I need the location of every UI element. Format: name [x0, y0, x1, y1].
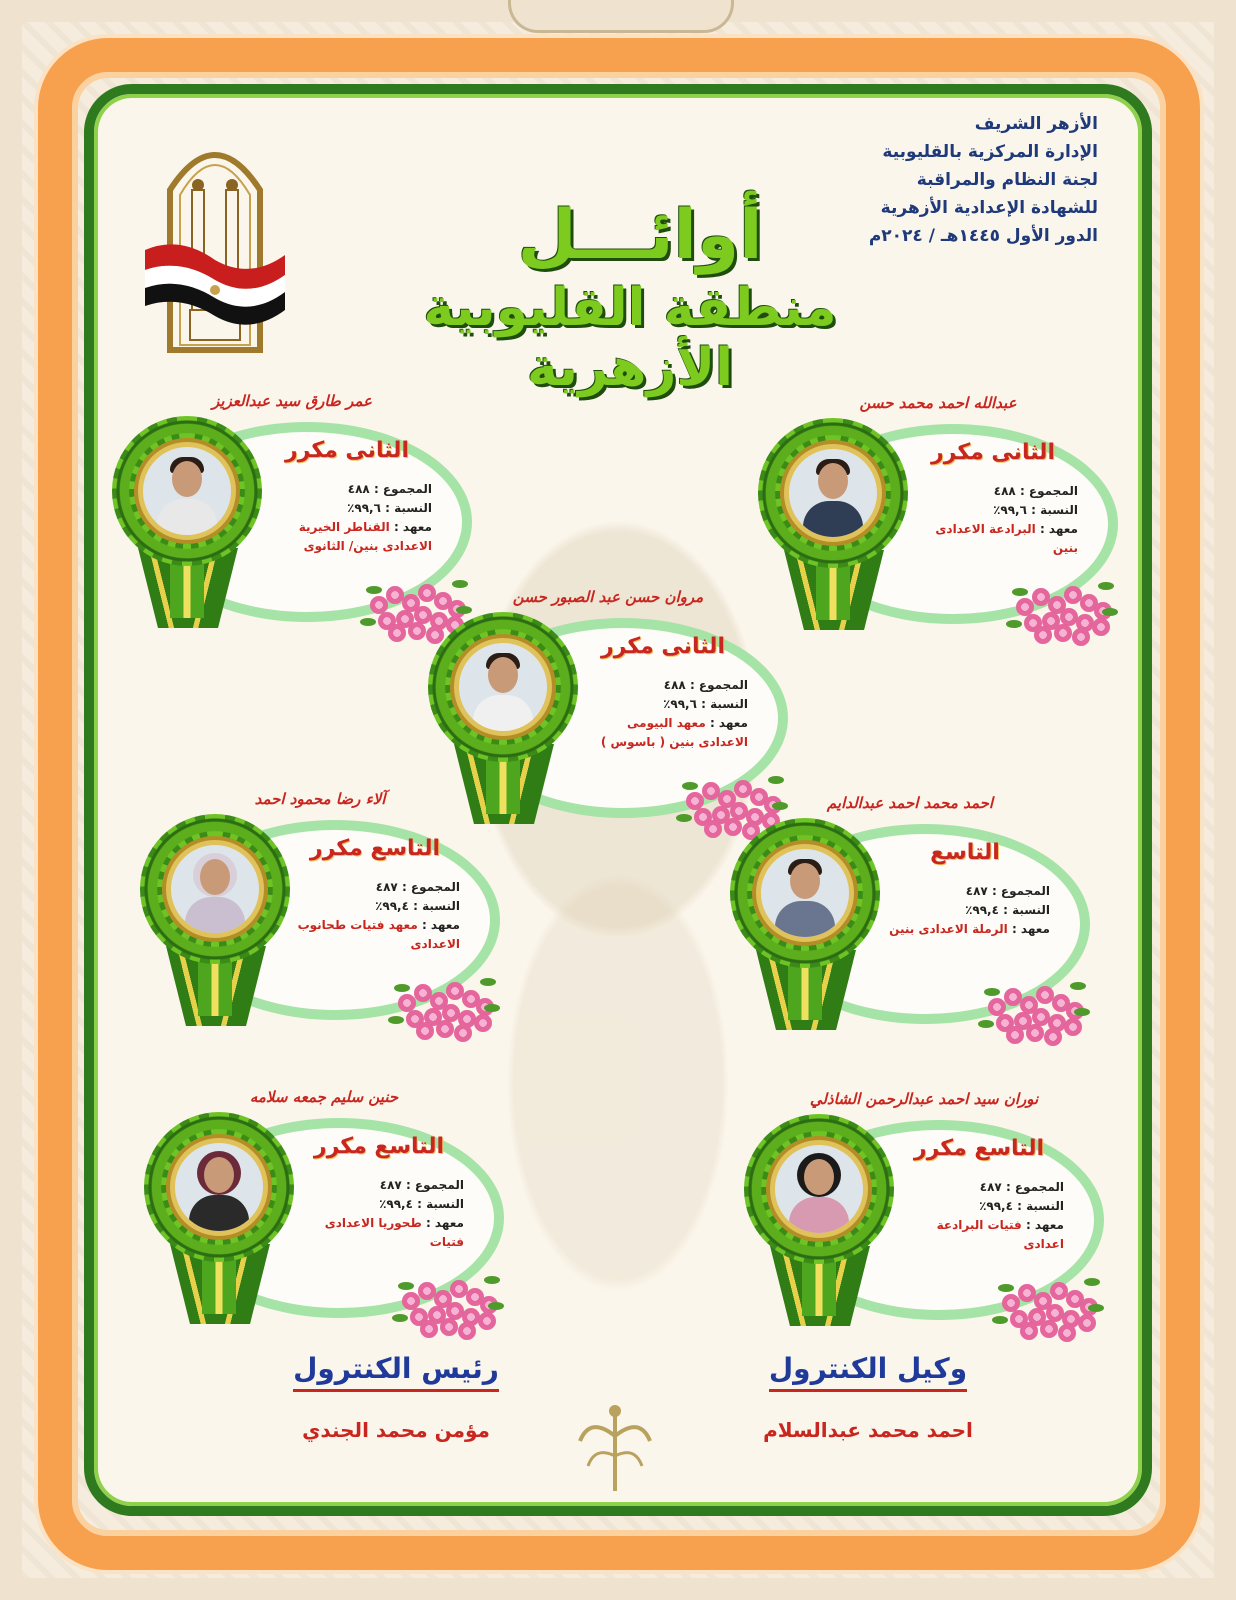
institute-value: معهد البيومى الاعدادى بنين ( باسوس ) [600, 716, 748, 749]
leaf [978, 1020, 994, 1028]
rose [1006, 1026, 1024, 1044]
leaf [676, 814, 692, 822]
total-label: المجموع : [1005, 1180, 1064, 1194]
total-label: المجموع : [401, 880, 460, 894]
percent-value: ٩٩,٦٪ [663, 697, 697, 711]
student-name: نوران سيد احمد عبدالرحمن الشاذلي [809, 1090, 1039, 1108]
header-line-azhar: الأزهر الشريف [974, 114, 1098, 134]
student-details [294, 1176, 464, 1252]
student-details [908, 482, 1078, 558]
signature-head [276, 1352, 516, 1442]
institute-label: معهد : [425, 1216, 464, 1230]
student-photo [789, 449, 877, 537]
rose [1020, 1322, 1038, 1340]
rose [436, 1020, 454, 1038]
student-name: حنين سليم جمعه سلامه [249, 1088, 399, 1106]
total-value: ٤٨٨ [347, 482, 370, 496]
head-name: مؤمن محمد الجندي [302, 1418, 490, 1442]
percent-value: ٩٩,٤٪ [979, 1199, 1013, 1213]
student-card [144, 1088, 504, 1334]
total-label: المجموع : [405, 1178, 464, 1192]
rose [1072, 628, 1090, 646]
rose [416, 1022, 434, 1040]
student-photo [459, 643, 547, 731]
total-value: ٤٨٧ [375, 880, 398, 894]
leaf [484, 1004, 500, 1012]
percent-label: النسبة : [701, 697, 748, 711]
rose [1092, 618, 1110, 636]
institute-label: معهد : [1039, 522, 1078, 536]
institute-label: معهد : [421, 918, 460, 932]
top-ornament [508, 0, 734, 33]
header-line-committee: لجنة النظام والمراقبة [916, 170, 1098, 190]
student-details [880, 882, 1050, 939]
rose [408, 622, 426, 640]
institute-value: القناطر الخيرية الاعدادى بنين/ الثانوى [298, 520, 432, 553]
percent-label: النسبة : [1003, 903, 1050, 917]
leaf [388, 1016, 404, 1024]
student-name: عمر طارق سيد عبدالعزيز [212, 392, 372, 410]
percent-value: ٩٩,٦٪ [347, 501, 381, 515]
institute-label: معهد : [709, 716, 748, 730]
institute-value: الرملة الاعدادى بنين [889, 922, 1008, 936]
student-photo [143, 447, 231, 535]
institute-label: معهد : [1011, 922, 1050, 936]
bottom-ornament [570, 1396, 660, 1496]
total-value: ٤٨٧ [965, 884, 988, 898]
leaf [1098, 582, 1114, 590]
institute-value: طحوريا الاعدادى فتيات [324, 1216, 464, 1249]
leaf [480, 978, 496, 986]
signature-deputy [748, 1352, 988, 1442]
rose [420, 1320, 438, 1338]
rose [1040, 1320, 1058, 1338]
al-azhar-logo [140, 130, 290, 370]
student-rank: التاسع مكرر [313, 1134, 445, 1159]
student-rank: الثانى مكرر [601, 634, 725, 659]
institute-value: البرادعة الاعدادى بنين [935, 522, 1078, 555]
leaf [998, 1284, 1014, 1292]
leaf [1070, 982, 1086, 990]
student-card [744, 1090, 1104, 1336]
student-rank: التاسع مكرر [913, 1136, 1045, 1161]
total-value: ٤٨٨ [663, 678, 686, 692]
leaf [1084, 1278, 1100, 1286]
percent-label: النسبة : [1031, 503, 1078, 517]
student-details [290, 878, 460, 954]
student-rank: التاسع مكرر [309, 836, 441, 861]
deputy-name: احمد محمد عبدالسلام [763, 1418, 973, 1442]
rose [1058, 1324, 1076, 1342]
header-block [798, 110, 1098, 250]
flowers-decoration [978, 968, 1088, 1038]
leaf [992, 1316, 1008, 1324]
institute-value: فتيات البرادعة اعدادى [936, 1218, 1064, 1251]
total-label: المجموع : [991, 884, 1050, 898]
leaf [392, 1314, 408, 1322]
rose [458, 1322, 476, 1340]
rose [1078, 1314, 1096, 1332]
student-rank: التاسع [930, 840, 1000, 865]
leaf [360, 618, 376, 626]
student-name: آلاء رضا محمود احمد [254, 790, 386, 808]
page-subtitle: منطقة القليوبية الأزهرية [423, 278, 837, 398]
student-card [730, 794, 1090, 1040]
leaf [366, 586, 382, 594]
student-details [578, 676, 748, 752]
leaf [1012, 588, 1028, 596]
percent-value: ٩٩,٤٪ [379, 1197, 413, 1211]
leaf [1102, 608, 1118, 616]
student-name: مروان حسن عبد الصبور حسن [512, 588, 704, 606]
percent-label: النسبة : [413, 899, 460, 913]
percent-value: ٩٩,٤٪ [375, 899, 409, 913]
student-rank: الثانى مكرر [285, 438, 409, 463]
student-details [262, 480, 432, 556]
flowers-decoration [388, 964, 498, 1034]
rose [388, 624, 406, 642]
student-photo [775, 1145, 863, 1233]
student-name: عبدالله احمد محمد حسن [859, 394, 1017, 412]
rose [440, 1318, 458, 1336]
rose [704, 820, 722, 838]
leaf [484, 1276, 500, 1284]
student-photo [171, 845, 259, 933]
student-card [758, 394, 1118, 640]
flowers-decoration [392, 1262, 502, 1332]
leaf [1088, 1304, 1104, 1312]
student-photo [175, 1143, 263, 1231]
header-line-round: الدور الأول ١٤٤٥هـ / ٢٠٢٤م [868, 226, 1098, 246]
leaf [488, 1302, 504, 1310]
rose [1034, 626, 1052, 644]
total-value: ٤٨٧ [379, 1178, 402, 1192]
header-line-administration: الإدارة المركزية بالقليوبية [882, 142, 1098, 162]
percent-label: النسبة : [1017, 1199, 1064, 1213]
leaf [394, 984, 410, 992]
leaf [984, 988, 1000, 996]
leaf [452, 580, 468, 588]
page-title: أوائـــل [517, 196, 763, 275]
rose [1054, 624, 1072, 642]
header-line-certificate: للشهادة الإعدادية الأزهرية [880, 198, 1098, 218]
student-rank: الثانى مكرر [931, 440, 1055, 465]
percent-value: ٩٩,٦٪ [993, 503, 1027, 517]
institute-label: معهد : [1025, 1218, 1064, 1232]
total-label: المجموع : [373, 482, 432, 496]
student-photo [761, 849, 849, 937]
student-card [140, 790, 500, 1036]
deputy-role: وكيل الكنترول [769, 1352, 967, 1392]
rose [454, 1024, 472, 1042]
leaf [768, 776, 784, 784]
leaf [1074, 1008, 1090, 1016]
rose [478, 1312, 496, 1330]
total-value: ٤٨٨ [993, 484, 1016, 498]
total-value: ٤٨٧ [979, 1180, 1002, 1194]
student-details [894, 1178, 1064, 1254]
student-card [112, 392, 472, 638]
institute-value: معهد فتيات طحانوب الاعدادى [297, 918, 460, 951]
rose [474, 1014, 492, 1032]
total-label: المجموع : [1019, 484, 1078, 498]
percent-value: ٩٩,٤٪ [965, 903, 999, 917]
rose [1026, 1024, 1044, 1042]
leaf [398, 1282, 414, 1290]
institute-label: معهد : [393, 520, 432, 534]
percent-label: النسبة : [417, 1197, 464, 1211]
rose [1064, 1018, 1082, 1036]
leaf [682, 782, 698, 790]
student-name: احمد محمد احمد عبدالدايم [826, 794, 994, 812]
total-label: المجموع : [689, 678, 748, 692]
flowers-decoration [992, 1264, 1102, 1334]
head-role: رئيس الكنترول [293, 1352, 499, 1392]
leaf [1006, 620, 1022, 628]
flowers-decoration [1006, 568, 1116, 638]
percent-label: النسبة : [385, 501, 432, 515]
rose [1044, 1028, 1062, 1046]
